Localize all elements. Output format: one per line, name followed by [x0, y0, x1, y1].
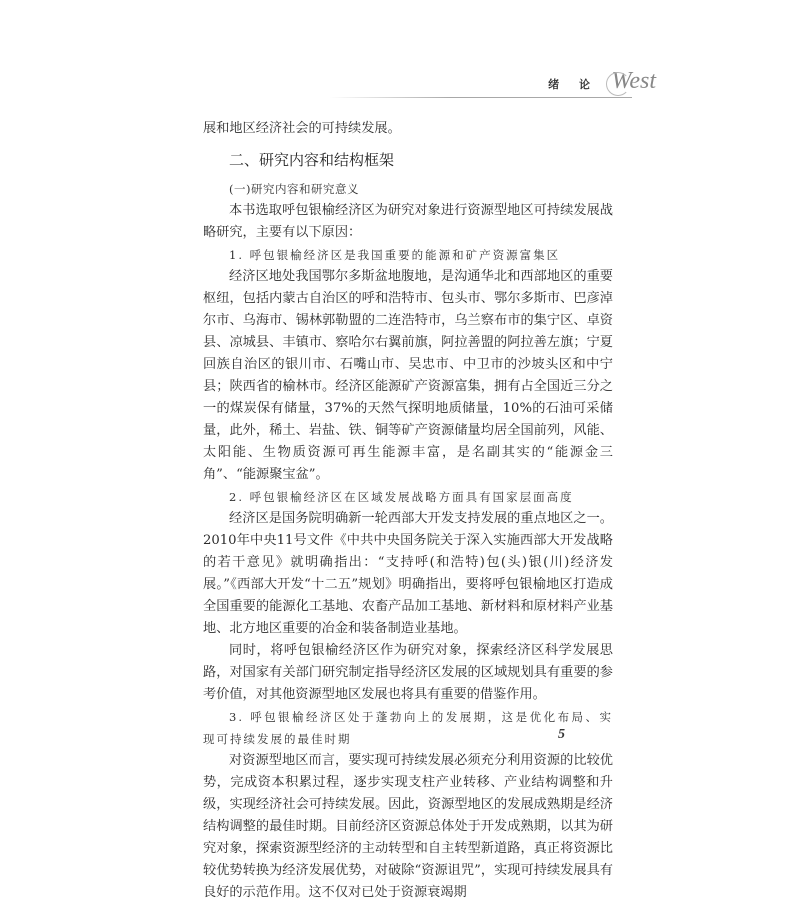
header-rule — [330, 97, 632, 98]
paragraph: 对资源型地区而言，要实现可持续发展必须充分利用资源的比较优势，完成资本积累过程，逐步实现支柱产业转移、产业结构调整和升级，实现经济社会可持续发展。因此，资源型地区的发展成熟期是经济结构调整的最佳时期。目前经济区资源总体处于开发成熟期，以其为研究对象，探索资源型经济的主动转型和自主转型新道路，真正将资源比较优势转换为经济发展优势，对破除“资源诅咒”，实现可持续发展具有良好的示范作用。这不仅对已处于资源衰竭期 — [203, 753, 613, 900]
running-header — [330, 68, 660, 100]
item-heading-2: 2. 呼包银榆经济区在区域发展战略方面具有国家层面高度 — [229, 490, 574, 504]
section-heading: 二、研究内容和结构框架 — [229, 151, 395, 169]
paragraph: 同时，将呼包银榆经济区作为研究对象，探索经济区科学发展思路，对国家有关部门研究制定指导经济区发展的区域规划具有重要的参考价值，对其他资源型地区发展也将具有重要的借鉴作用。 — [203, 643, 613, 702]
item-heading-1: 1. 呼包银榆经济区是我国重要的能源和矿产资源富集区 — [229, 248, 561, 262]
page-number: 5 — [558, 727, 565, 742]
paragraph-continued: 展和地区经济社会的可持续发展。 — [203, 121, 401, 136]
chapter-title: 绪 论 — [548, 78, 598, 91]
paragraph: 经济区是国务院明确新一轮西部大开发支持发展的重点地区之一。2010年中央11号文件《中共中央国务院关于深入实施西部大开发战略的若干意见》就明确指出：“支持呼(和浩特)包(头)银(川)经济发展。”《西部大开发“十二五”规划》明确指出，要将呼包银榆地区打造成全国重要的能源化工基地、农畜产品加工基地、新材料和原材料产业基地、北方地区重要的冶金和装备制造业基地。 — [203, 511, 613, 636]
subsection-heading: (一)研究内容和研究意义 — [229, 182, 359, 196]
header-logo-icon — [612, 68, 656, 95]
page-body — [203, 118, 613, 904]
paragraph: 本书选取呼包银榆经济区为研究对象进行资源型地区可持续发展战略研究，主要有以下原因： — [203, 203, 613, 240]
paragraph: 经济区地处我国鄂尔多斯盆地腹地，是沟通华北和西部地区的重要枢纽，包括内蒙古自治区的呼和浩特市、包头市、鄂尔多斯市、巴彦淖尔市、乌海市、锡林郭勒盟的二连浩特市，乌兰察布市的集宁区、卓资县、凉城县、丰镇市、察哈尔右翼前旗，阿拉善盟的阿拉善左旗；宁夏回族自治区的银川市、石嘴山市、吴忠市、中卫市的沙坡头区和中宁县；陕西省的榆林市。经济区能源矿产资源富集，拥有占全国近三分之一的煤炭保有储量，37%的天然气探明地质储量，10%的石油可采储量，此外，稀土、岩盐、铁、铜等矿产资源储量均居全国前列，风能、太阳能、生物质资源可再生能源丰富，是名副其实的“能源金三角”、“能源聚宝盆”。 — [203, 269, 613, 482]
item-heading-3: 3. 呼包银榆经济区处于蓬勃向上的发展期，这是优化布局、实现可持续发展的最佳时期 — [203, 710, 613, 746]
logo-text: West — [611, 68, 656, 94]
